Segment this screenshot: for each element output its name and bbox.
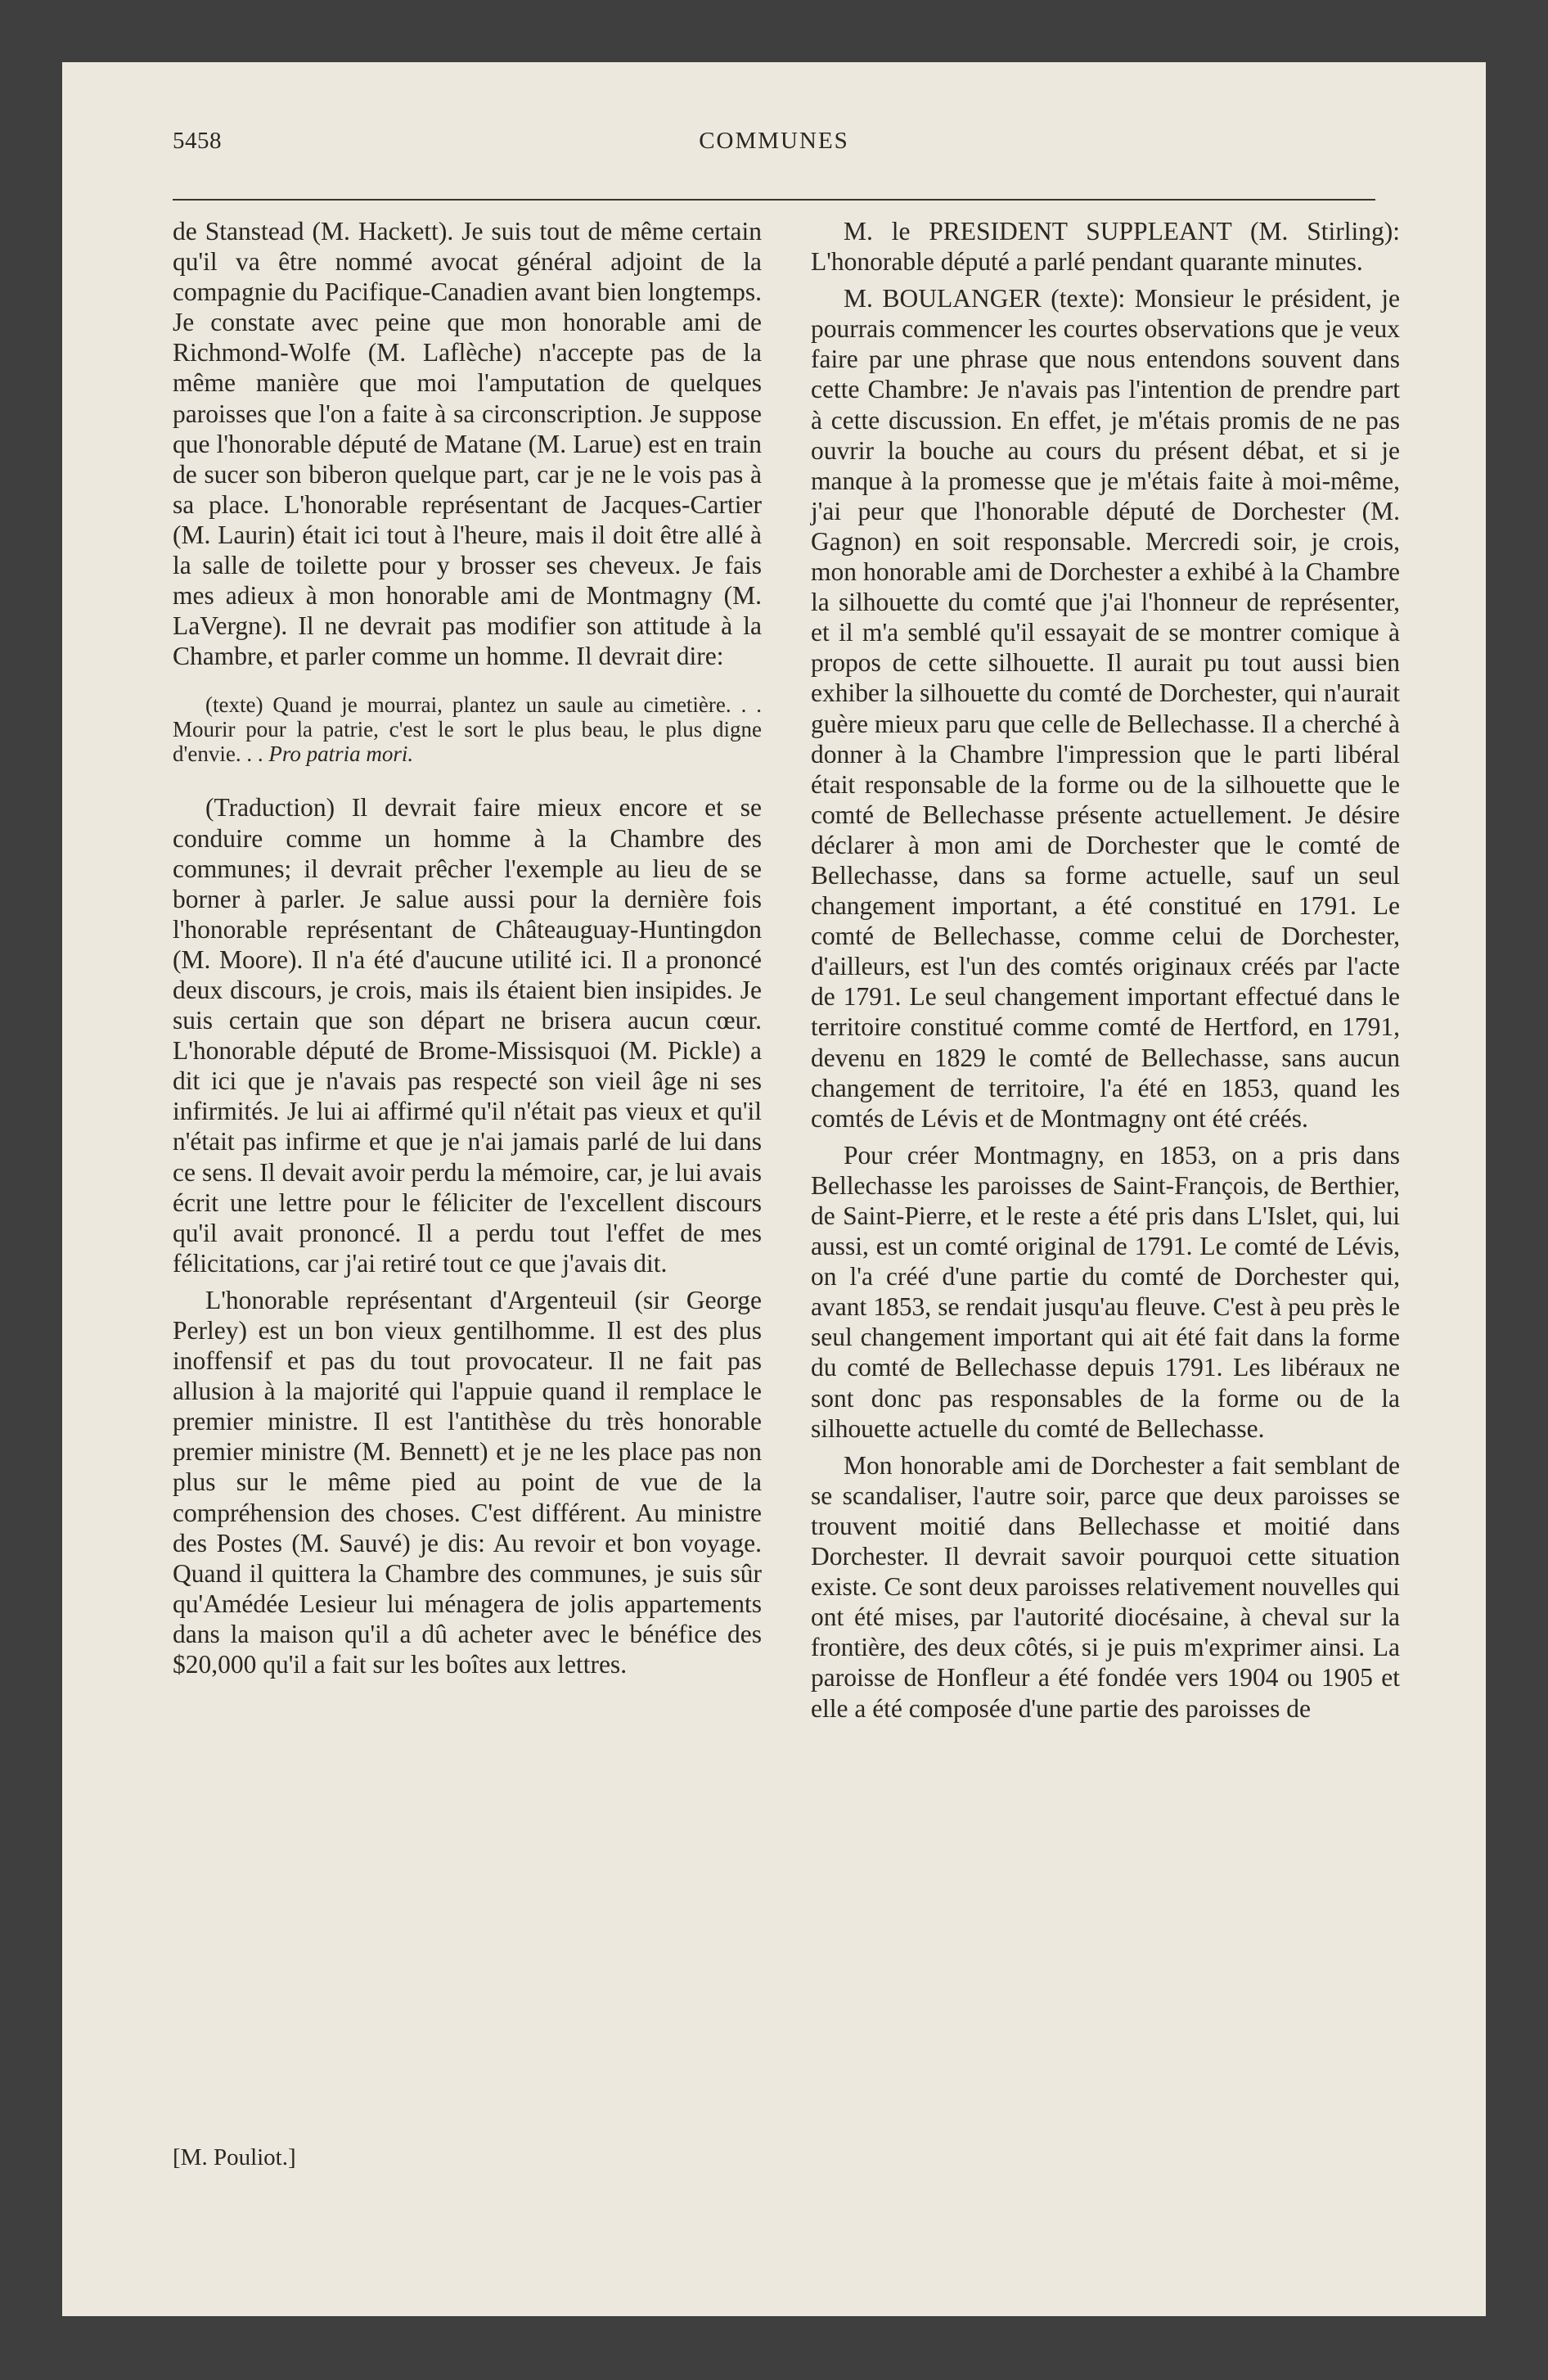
quote-text: (texte) Quand je mourrai, plantez un saule au cimetière. . . Mourir pour la patrie, c'est le sort le plus beau, le plus digne d'envie. . . xyxy=(173,692,762,767)
quote-latin: Pro patria mori. xyxy=(268,741,414,767)
page-number: 5458 xyxy=(173,128,222,154)
speaker-attribution: [M. Pouliot.] xyxy=(173,2144,296,2170)
right-column xyxy=(811,216,1400,1724)
document-page xyxy=(62,62,1486,2316)
left-column xyxy=(173,216,762,1679)
right-paragraph-3: Pour créer Montmagny, en 1853, on a pris dans Bellechasse les paroisses de Saint-François, de Berthier, de Saint-Pierre, et le reste a été pris dans L'Islet, qui, lui aussi, est un comté original de 1791. Le comté de Lévis, on l'a créé d'une partie du comté de Dorchester qui, avant 1853, se rendait jusqu'au fleuve. C'est à peu près le seul changement important qui ait été fait dans la forme du comté de Bellechasse depuis 1791. Les libéraux ne sont donc pas responsables de la forme ou de la silhouette actuelle du comté de Bellechasse. xyxy=(811,1140,1400,1443)
right-paragraph-4: Mon honorable ami de Dorchester a fait semblant de se scandaliser, l'autre soir, parce que deux paroisses se trouvent moitié dans Bellechasse et moitié dans Dorchester. Il devrait savoir pourquoi cette situation existe. Ce sont deux paroisses relativement nouvelles qui ont été mises, par l'autorité diocésaine, à cheval sur la frontière, des deux côtés, si je puis m'exprimer ainsi. La paroisse de Honfleur a été fondée vers 1904 ou 1905 et elle a été composée d'une partie des paroisses de xyxy=(811,1450,1400,1723)
header-rule xyxy=(173,199,1375,201)
right-paragraph-2: M. BOULANGER (texte): Monsieur le président, je pourrais commencer les courtes observations que je veux faire par une phrase que nous entendons souvent dans cette Chambre: Je n'avais pas l'intention de prendre part à cette discussion. En effet, je m'étais promis de ne pas ouvrir la bouche au cours du présent débat, et si je manque à la promesse que je m'étais faite à moi-même, j'ai peur que l'honorable député de Dorchester (M. Gagnon) en soit responsable. Mercredi soir, je crois, mon honorable ami de Dorchester a exhibé à la Chambre la silhouette du comté que j'ai l'honneur de représenter, et il m'a semblé qu'il essayait de se montrer comique à propos de cette silhouette. Il aurait pu tout aussi bien exhiber la silhouette du comté de Dorchester, qui n'aurait guère mieux paru que celle de Bellechasse. Il a cherché à donner à la Chambre l'impression que le parti libéral était responsable de la forme ou de la silhouette que le comté de Bellechasse présente actuellement. Je désire déclarer à mon ami de Dorchester que le comté de Bellechasse, dans sa forme actuelle, sauf un seul changement important, a été constitué en 1791. Le comté de Bellechasse, comme celui de Dorchester, d'ailleurs, est l'un des comtés originaux créés par l'acte de 1791. Le seul changement important effectué dans le territoire constitué comme comté de Hertford, en 1791, devenu en 1829 le comté de Bellechasse, sans aucun changement de territoire, l'a été en 1853, quand les comtés de Lévis et de Montmagny ont été créés. xyxy=(811,284,1400,1133)
left-paragraph-2: (Traduction) Il devrait faire mieux encore et se conduire comme un homme à la Chambre des communes; il devrait prêcher l'exemple au lieu de se borner à parler. Je salue aussi pour la dernière fois l'honorable représentant de Châteauguay-Huntingdon (M. Moore). Il n'a été d'aucune utilité ici. Il a prononcé deux discours, je crois, mais ils étaient bien insipides. Je suis certain que son départ ne brisera aucun cœur. L'honorable député de Brome-Missisquoi (M. Pickle) a dit ici que je n'avais pas respecté son vieil âge ni ses infirmités. Je lui ai affirmé qu'il n'était pas vieux et qu'il n'était pas infirme et que je n'ai jamais parlé de lui dans ce sens. Il devait avoir perdu la mémoire, car, je lui avais écrit une lettre pour le féliciter de l'excellent discours qu'il avait prononcé. Il a perdu tout l'effet de mes félicitations, car j'ai retiré tout ce que j'avais dit. xyxy=(173,793,762,1278)
running-title: COMMUNES xyxy=(699,128,849,154)
right-paragraph-1: M. le PRESIDENT SUPPLEANT (M. Stirling): L'honorable député a parlé pendant quarante minutes. xyxy=(811,217,1400,277)
quote-block xyxy=(173,692,762,766)
left-paragraph-1: de Stanstead (M. Hackett). Je suis tout de même certain qu'il va être nommé avocat général adjoint de la compagnie du Pacifique-Canadien avant bien longtemps. Je constate avec peine que mon honorable ami de Richmond-Wolfe (M. Laflèche) n'accepte pas de la même manière que moi l'amputation de quelques paroisses que l'on a faite à sa circonscription. Je suppose que l'honorable député de Matane (M. Larue) est en train de sucer son biberon quelque part, car je ne le vois pas à sa place. L'honorable représentant de Jacques-Cartier (M. Laurin) était ici tout à l'heure, mais il doit être allé à la salle de toilette pour y brosser ses cheveux. Je fais mes adieux à mon honorable ami de Montmagny (M. LaVergne). Il ne devrait pas modifier son attitude à la Chambre, et parler comme un homme. Il devrait dire: xyxy=(173,217,762,671)
left-paragraph-3: L'honorable représentant d'Argenteuil (sir George Perley) est un bon vieux gentilhomme. Il est des plus inoffensif et pas du tout provocateur. Il ne fait pas allusion à la majorité qui l'appuie quand il remplace le premier ministre. Il est l'antithèse du très honorable premier ministre (M. Bennett) et je ne les place pas non plus sur le même pied au point de vue de la compréhension des choses. C'est différent. Au ministre des Postes (M. Sauvé) je dis: Au revoir et bon voyage. Quand il quittera la Chambre des communes, je suis sûr qu'Amédée Lesieur lui ménagera de jolis appartements dans la maison qu'il a dû acheter avec le bénéfice des $20,000 qu'il a fait sur les boîtes aux lettres. xyxy=(173,1285,762,1679)
